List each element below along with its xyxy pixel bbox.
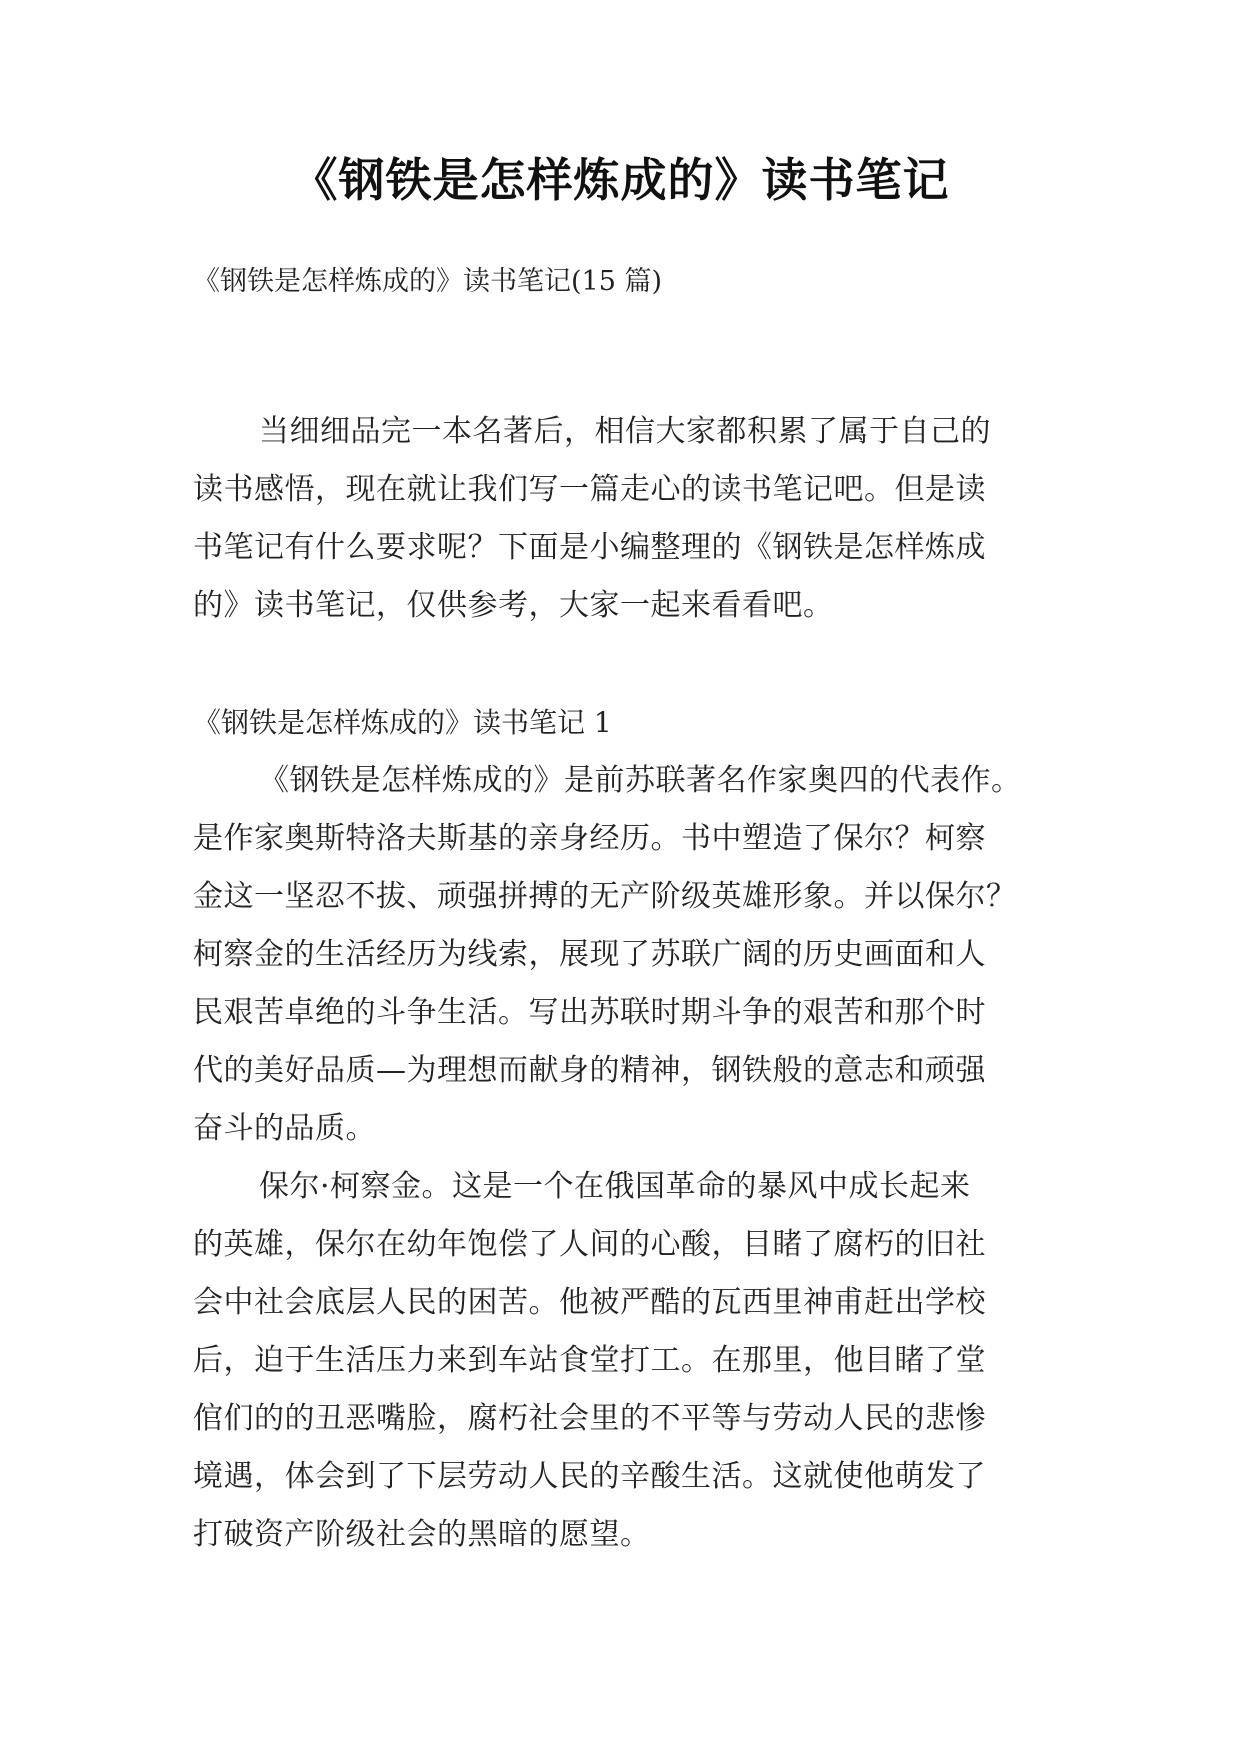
paragraph-1-line: 是作家奥斯特洛夫斯基的亲身经历。书中塑造了保尔？柯察 [193, 821, 986, 856]
paragraph-1-line: 金这一坚忍不拔、顽强拼搏的无产阶级英雄形象。并以保尔？ [193, 879, 1017, 914]
paragraph-2-line: 倌们的的丑恶嘴脸，腐朽社会里的不平等与劳动人民的悲惨 [193, 1401, 986, 1436]
intro-line: 当细细品完一本名著后，相信大家都积累了属于自己的 [259, 414, 991, 449]
paragraph-2-line: 保尔·柯察金。这是一个在俄国革命的暴风中成长起来 [259, 1169, 971, 1204]
body-text [193, 752, 1053, 1564]
paragraph-1-line: 代的美好品质—为理想而献身的精神，钢铁般的意志和顽强 [193, 1053, 986, 1088]
intro-line: 的》读书笔记，仅供参考，大家一起来看看吧。 [193, 588, 834, 623]
document-subtitle: 《钢铁是怎样炼成的》读书笔记(15 篇) [193, 266, 663, 297]
paragraph-2-line: 境遇，体会到了下层劳动人民的辛酸生活。这就使他萌发了 [193, 1459, 986, 1494]
section-heading: 《钢铁是怎样炼成的》读书笔记 1 [193, 706, 612, 739]
intro-line: 书笔记有什么要求呢？下面是小编整理的《钢铁是怎样炼成 [193, 530, 986, 565]
intro-paragraph [193, 403, 1053, 635]
paragraph-1-line: 民艰苦卓绝的斗争生活。写出苏联时期斗争的艰苦和那个时 [193, 995, 986, 1030]
paragraph-2-line: 打破资产阶级社会的黑暗的愿望。 [193, 1517, 651, 1552]
intro-line: 读书感悟，现在就让我们写一篇走心的读书笔记吧。但是读 [193, 472, 986, 507]
paragraph-2-line: 后，迫于生活压力来到车站食堂打工。在那里，他目睹了堂 [193, 1343, 986, 1378]
paragraph-2-line: 会中社会底层人民的困苦。他被严酷的瓦西里神甫赶出学校 [193, 1285, 986, 1320]
paragraph-1-line: 《钢铁是怎样炼成的》是前苏联著名作家奥四的代表作。 [259, 763, 1022, 798]
paragraph-1-line: 奋斗的品质。 [193, 1111, 376, 1146]
paragraph-2-line: 的英雄，保尔在幼年饱偿了人间的心酸，目睹了腐朽的旧社 [193, 1227, 986, 1262]
document-title: 《钢铁是怎样炼成的》读书笔记 [291, 153, 950, 207]
paragraph-1-line: 柯察金的生活经历为线索，展现了苏联广阔的历史画面和人 [193, 937, 986, 972]
